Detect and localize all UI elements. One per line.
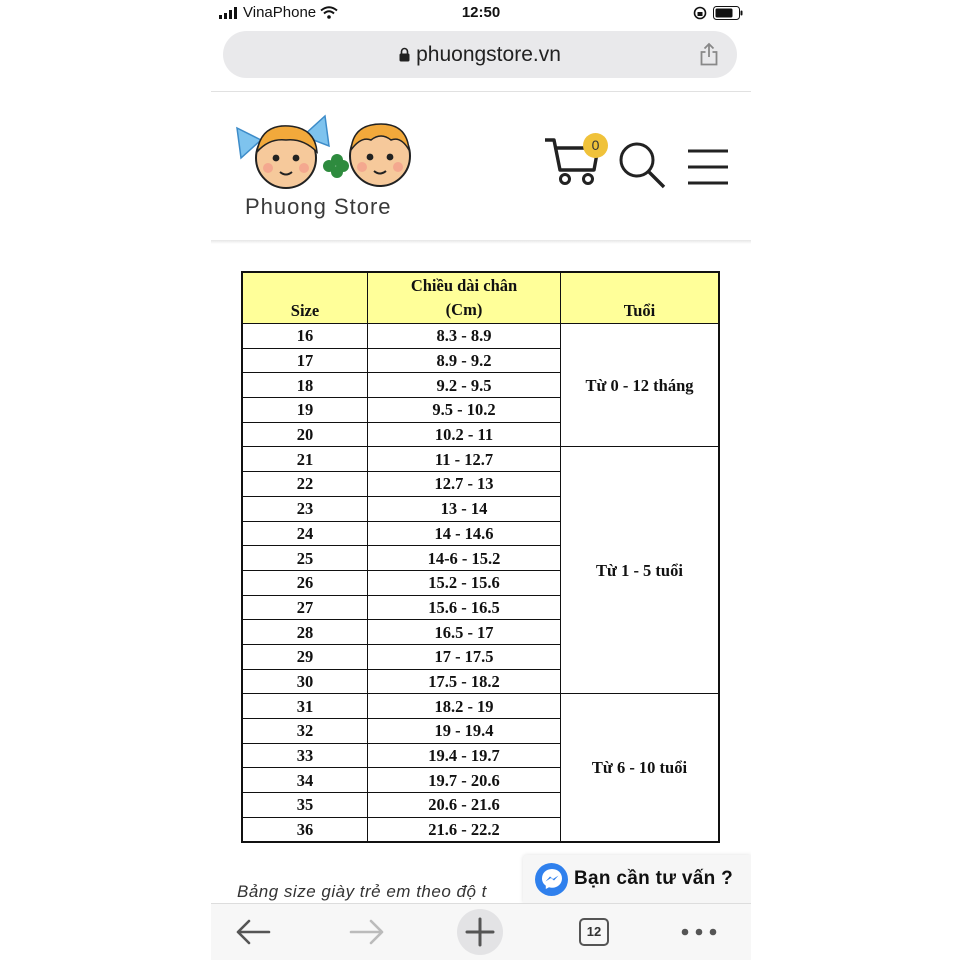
foot-length-cell: 11 - 12.7 xyxy=(368,447,561,472)
chat-consult-button[interactable] xyxy=(523,855,751,903)
size-cell: 25 xyxy=(242,546,368,571)
column-header-foot-length xyxy=(368,272,561,324)
size-cell: 27 xyxy=(242,595,368,620)
size-cell: 16 xyxy=(242,324,368,349)
size-cell: 19 xyxy=(242,398,368,423)
age-group-cell: Từ 6 - 10 tuổi xyxy=(561,694,720,843)
table-caption: Bảng size giày trẻ em theo độ t xyxy=(237,882,487,901)
foot-length-cell: 14 - 14.6 xyxy=(368,521,561,546)
foot-length-cell: 21.6 - 22.2 xyxy=(368,817,561,842)
table-row xyxy=(242,324,719,349)
site-header xyxy=(211,92,751,240)
foot-length-cell: 14-6 - 15.2 xyxy=(368,546,561,571)
size-chart-table xyxy=(241,271,720,843)
size-cell: 29 xyxy=(242,644,368,669)
foot-length-cell: 19.7 - 20.6 xyxy=(368,768,561,793)
size-cell: 22 xyxy=(242,472,368,497)
battery-icon xyxy=(713,6,743,20)
size-cell: 17 xyxy=(242,348,368,373)
age-group-cell: Từ 0 - 12 tháng xyxy=(561,324,720,447)
size-cell: 30 xyxy=(242,669,368,694)
foot-length-cell: 8.9 - 9.2 xyxy=(368,348,561,373)
back-icon[interactable] xyxy=(235,918,271,946)
foot-length-cell: 20.6 - 21.6 xyxy=(368,793,561,818)
age-group-cell: Từ 1 - 5 tuổi xyxy=(561,447,720,694)
carrier-name: VinaPhone xyxy=(243,4,317,21)
cart-count-badge: 0 xyxy=(583,133,608,158)
status-time: 12:50 xyxy=(461,4,501,21)
table-row xyxy=(242,694,719,719)
foot-length-cell: 12.7 - 13 xyxy=(368,472,561,497)
rotation-lock-icon xyxy=(693,6,707,20)
url-text: phuongstore.vn xyxy=(416,43,561,66)
foot-length-cell: 9.2 - 9.5 xyxy=(368,373,561,398)
menu-icon[interactable] xyxy=(686,149,730,185)
size-cell: 18 xyxy=(242,373,368,398)
size-cell: 34 xyxy=(242,768,368,793)
size-cell: 20 xyxy=(242,422,368,447)
column-header-age: Tuổi xyxy=(561,272,720,324)
foot-length-cell: 13 - 14 xyxy=(368,496,561,521)
foot-length-cell: 8.3 - 8.9 xyxy=(368,324,561,349)
size-cell: 33 xyxy=(242,743,368,768)
column-header-foot-length-line2: (Cm) xyxy=(445,300,483,319)
tabs-icon[interactable]: 12 xyxy=(579,918,609,946)
foot-length-cell: 17.5 - 18.2 xyxy=(368,669,561,694)
foot-length-cell: 19.4 - 19.7 xyxy=(368,743,561,768)
share-icon[interactable] xyxy=(699,42,719,66)
size-cell: 26 xyxy=(242,570,368,595)
foot-length-cell: 15.2 - 15.6 xyxy=(368,570,561,595)
lock-icon xyxy=(399,47,410,62)
foot-length-cell: 19 - 19.4 xyxy=(368,719,561,744)
forward-icon[interactable] xyxy=(349,918,385,946)
phone-screen xyxy=(211,0,751,960)
column-header-foot-length-line1: Chiều dài chân xyxy=(410,276,518,295)
status-right xyxy=(693,6,743,20)
table-row xyxy=(242,447,719,472)
search-icon[interactable] xyxy=(617,140,667,190)
browser-toolbar xyxy=(211,903,751,960)
address-bar[interactable] xyxy=(223,31,737,78)
header-shadow xyxy=(211,240,751,244)
size-cell: 32 xyxy=(242,719,368,744)
table-header-row xyxy=(242,272,719,324)
size-cell: 23 xyxy=(242,496,368,521)
new-tab-icon[interactable] xyxy=(457,909,503,955)
status-bar xyxy=(211,0,751,28)
foot-length-cell: 16.5 - 17 xyxy=(368,620,561,645)
size-cell: 36 xyxy=(242,817,368,842)
size-cell: 24 xyxy=(242,521,368,546)
size-cell: 28 xyxy=(242,620,368,645)
size-cell: 21 xyxy=(242,447,368,472)
foot-length-cell: 18.2 - 19 xyxy=(368,694,561,719)
brand-name: Phuong Store xyxy=(245,194,392,219)
size-cell: 31 xyxy=(242,694,368,719)
foot-length-cell: 17 - 17.5 xyxy=(368,644,561,669)
chat-consult-label: Bạn cần tư vấn ? xyxy=(574,868,733,889)
messenger-icon xyxy=(535,863,568,896)
column-header-size: Size xyxy=(242,272,368,324)
foot-length-cell: 10.2 - 11 xyxy=(368,422,561,447)
size-cell: 35 xyxy=(242,793,368,818)
foot-length-cell: 15.6 - 16.5 xyxy=(368,595,561,620)
foot-length-cell: 9.5 - 10.2 xyxy=(368,398,561,423)
more-icon[interactable] xyxy=(681,928,717,936)
table-body xyxy=(242,324,719,843)
